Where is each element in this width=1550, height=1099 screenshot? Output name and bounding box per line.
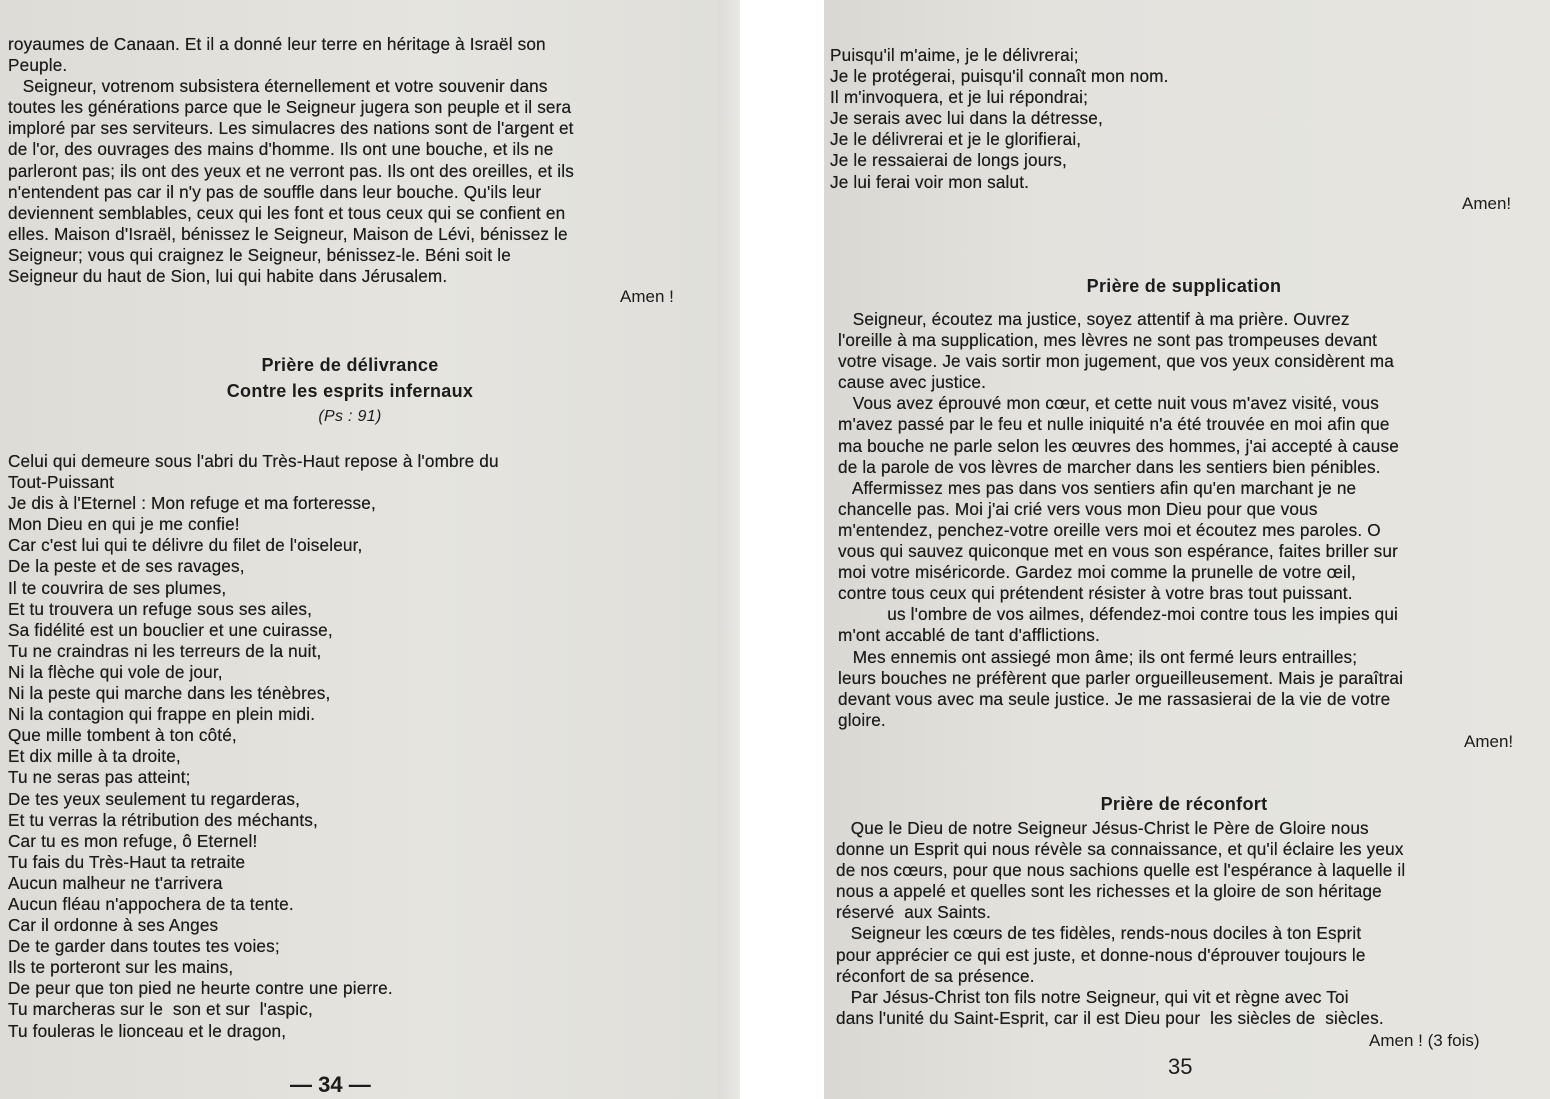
text-line: réconfort de sa présence.	[836, 965, 1035, 986]
left-page	[0, 0, 718, 1099]
text-line: Seigneur du haut de Sion, lui qui habite dans Jérusalem.	[8, 266, 448, 287]
text-line: cause avec justice.	[838, 372, 987, 393]
psalm-continuation	[830, 45, 1530, 193]
text-line: royaumes de Canaan. Et il a donné leur terre en héritage à Israël son	[8, 34, 546, 54]
psalm-amen: Amen!	[1462, 194, 1512, 213]
text-line: Ni la flèche qui vole de jour,	[8, 661, 223, 682]
right-page	[824, 0, 1550, 1099]
text-line: Mes ennemis ont assiegé mon âme; ils ont fermé leurs entrailles;	[838, 646, 1358, 667]
intro-amen: Amen !	[620, 287, 674, 306]
text-line: parleront pas; ils ont des yeux et ne verront pas. Ils ont des oreilles, et ils	[8, 160, 574, 181]
text-line: Car il ordonne à ses Anges	[8, 915, 219, 936]
text-line: de l'or, des ouvrages des mains d'homme. Ils ont une bouche, et ils ne	[8, 139, 554, 160]
text-line: Et tu trouvera un refuge sous ses ailes,	[8, 598, 313, 619]
text-line: Il te couvrira de ses plumes,	[8, 577, 227, 598]
text-line: Ni la peste qui marche dans les ténèbres,	[8, 683, 331, 704]
text-line: toutes les générations parce que le Seigneur jugera son peuple et il sera	[8, 97, 572, 118]
text-line: Tu ne craindras ni les terreurs de la nuit,	[8, 640, 322, 661]
text-line: Par Jésus-Christ ton fils notre Seigneur, qui vit et règne avec Toi	[836, 986, 1349, 1007]
text-line: De te garder dans toutes tes voies;	[8, 936, 280, 957]
text-line: Peuple.	[8, 55, 68, 76]
text-line: De la peste et de ses ravages,	[8, 556, 245, 577]
text-line: Et tu verras la rétribution des méchants,	[8, 809, 318, 830]
supplication-amen: Amen!	[1464, 732, 1514, 751]
text-line: m'avez passé par le feu et nulle iniquité n'a été trouvée en moi afin que	[838, 414, 1390, 435]
reconfort-amen: Amen ! (3 fois)	[1369, 1031, 1480, 1050]
text-line: Aucun fléau n'appochera de ta tente.	[8, 893, 294, 914]
text-line: donne un Esprit qui nous révèle sa connaissance, et qu'il éclaire les yeux	[836, 839, 1404, 860]
text-line: contre tous ceux qui prétendent résister à votre bras tout puissant.	[838, 583, 1353, 604]
deliverance-heading-subtitle: Contre les esprits infernaux	[226, 381, 474, 401]
text-line: Seigneur les cœurs de tes fidèles, rends-nous dociles à ton Esprit	[836, 923, 1362, 944]
text-line: moi votre miséricorde. Gardez moi comme la prunelle de votre œil,	[838, 562, 1356, 583]
text-line: vous qui sauvez quiconque met en vous son espérance, faites briller sur	[838, 541, 1399, 562]
text-line: réservé aux Saints.	[836, 902, 991, 923]
text-line: leurs bouches ne préfèrent que parler orgueilleusement. Mais je paraîtrai	[838, 667, 1404, 688]
text-line: Il m'invoquera, et je lui répondrai;	[830, 87, 1089, 108]
text-line: Que le Dieu de notre Seigneur Jésus-Christ le Père de Gloire nous	[836, 818, 1369, 838]
page-number-left: — 34 —	[290, 1072, 371, 1097]
text-line: Celui qui demeure sous l'abri du Très-Haut repose à l'ombre du	[8, 451, 499, 471]
text-line: Seigneur, écoutez ma justice, soyez attentif à ma prière. Ouvrez	[838, 309, 1350, 329]
text-line: deviennent semblables, ceux qui les font et tous ceux qui se confient en	[8, 202, 566, 223]
text-line: Je dis à l'Eternel : Mon refuge et ma forteresse,	[8, 493, 376, 514]
text-line: Affermissez mes pas dans vos sentiers afin qu'en marchant je ne	[838, 477, 1357, 498]
text-line: elles. Maison d'Israël, bénissez le Seigneur, Maison de Lévi, bénissez le	[8, 223, 568, 244]
text-line: n'entendent pas car il n'y pas de souffle dans leur bouche. Qu'ils leur	[8, 181, 542, 202]
text-line: Tu marcheras sur le son et sur l'aspic,	[8, 999, 313, 1020]
intro-paragraph	[8, 34, 696, 287]
reconfort-paragraph	[836, 818, 1524, 1029]
text-line: m'entendez, penchez-votre oreille vers moi et écoutez mes paroles. O	[838, 519, 1381, 540]
text-line: de nos cœurs, pour que nous sachions quelle est l'espérance à laquelle il	[836, 860, 1406, 881]
text-line: de la parole de vos lèvres de marcher dans les sentiers bien pénibles.	[838, 456, 1381, 477]
text-line: De tes yeux seulement tu regarderas,	[8, 788, 301, 809]
text-line: Tu ne seras pas atteint;	[8, 767, 191, 788]
text-line: Ni la contagion qui frappe en plein midi.	[8, 704, 316, 725]
text-line: m'ont accablé de tant d'afflictions.	[838, 625, 1100, 646]
text-line: dans l'unité du Saint-Esprit, car il est Dieu pour les siècles de siècles.	[836, 1007, 1384, 1028]
blank-strip	[740, 0, 824, 1099]
text-line: Car c'est lui qui te délivre du filet de l'oiseleur,	[8, 535, 363, 556]
text-line: Aucun malheur ne t'arrivera	[8, 872, 223, 893]
text-line: Et dix mille à ta droite,	[8, 746, 181, 767]
text-line: us l'ombre de vos ailmes, défendez-moi contre tous les impies qui	[838, 604, 1398, 625]
text-line: Puisqu'il m'aime, je le délivrerai;	[830, 45, 1079, 65]
reconfort-heading: Prière de réconfort	[1100, 794, 1268, 814]
page-number-right: 35	[1168, 1054, 1193, 1079]
text-line: Je serais avec lui dans la détresse,	[830, 108, 1103, 129]
text-line: devant vous avec ma seule justice. Je me rassasierai de la vie de votre	[838, 688, 1391, 709]
text-line: Que mille tombent à ton côté,	[8, 725, 237, 746]
text-line: gloire.	[838, 709, 886, 730]
text-line: Mon Dieu en qui je me confie!	[8, 514, 240, 535]
text-line: Je lui ferai voir mon salut.	[830, 171, 1030, 192]
text-line: votre visage. Je vais sortir mon jugement, que vos yeux considèrent ma	[838, 351, 1394, 372]
text-line: Je le ressaierai de longs jours,	[830, 150, 1067, 171]
supplication-heading: Prière de supplication	[1086, 276, 1282, 296]
text-line: Car tu es mon refuge, ô Eternel!	[8, 830, 258, 851]
text-line: chancelle pas. Moi j'ai crié vers vous mon Dieu pour que vous	[838, 498, 1318, 519]
text-line: Vous avez éprouvé mon cœur, et cette nuit vous m'avez visité, vous	[838, 393, 1379, 414]
text-line: pour apprécier ce qui est juste, et donne-nous d'éprouver toujours le	[836, 944, 1366, 965]
text-line: nous a appelé et quelles sont les richesses et la gloire de son héritage	[836, 881, 1382, 902]
text-line: Tout-Puissant	[8, 472, 115, 493]
text-line: Ils te porteront sur les mains,	[8, 957, 234, 978]
text-line: Seigneur; vous qui craignez le Seigneur, bénissez-le. Béni soit le	[8, 244, 511, 265]
book-gutter	[718, 0, 740, 1099]
supplication-paragraph	[838, 309, 1528, 731]
text-line: l'oreille à ma supplication, mes lèvres ne sont pas trompeuses devant	[838, 330, 1378, 351]
deliverance-heading	[150, 352, 550, 430]
text-line: Tu fouleras le lionceau et le dragon,	[8, 1020, 287, 1041]
text-line: Seigneur, votrenom subsistera éternellement et votre souvenir dans	[8, 76, 548, 97]
deliverance-heading-title: Prière de délivrance	[261, 355, 439, 375]
text-line: Je le délivrerai et je le glorifierai,	[830, 129, 1082, 150]
text-line: Tu fais du Très-Haut ta retraite	[8, 851, 246, 872]
psalm-text	[8, 451, 696, 1042]
deliverance-heading-ref: (Ps : 91)	[318, 408, 382, 425]
text-line: De peur que ton pied ne heurte contre une pierre.	[8, 978, 393, 999]
text-line: ma bouche ne parle selon les œuvres des hommes, j'ai accepté à cause	[838, 435, 1399, 456]
text-line: Sa fidélité est un bouclier et une cuirasse,	[8, 619, 333, 640]
text-line: imploré par ses serviteurs. Les simulacres des nations sont de l'argent et	[8, 118, 574, 139]
text-line: Je le protégerai, puisqu'il connaît mon nom.	[830, 66, 1169, 87]
